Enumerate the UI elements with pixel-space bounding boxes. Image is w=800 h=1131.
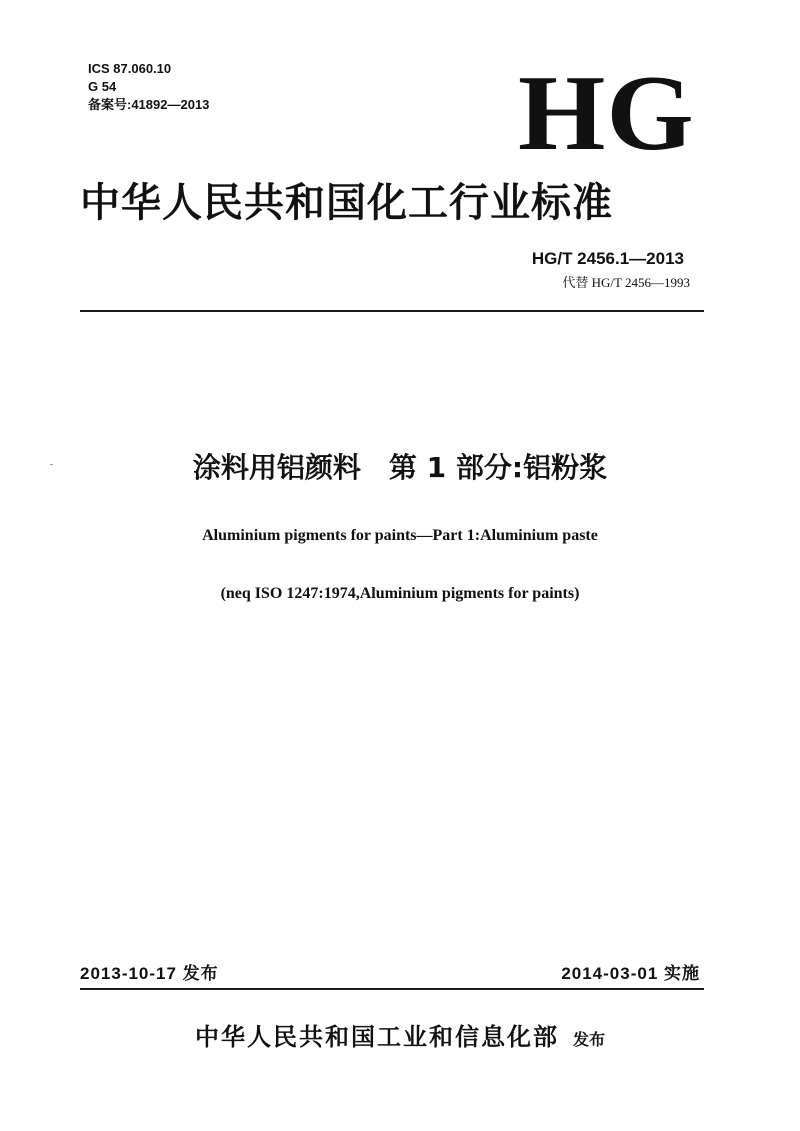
filing-number: 备案号:41892—2013 <box>88 97 210 112</box>
implementation-date: 2014-03-01 实施 <box>561 964 700 983</box>
issue-date: 2013-10-17 发布 <box>80 964 219 983</box>
iso-equivalence: (neq ISO 1247:1974,Aluminium pigments for paints) <box>220 585 580 602</box>
publisher-line <box>0 1020 800 1057</box>
publisher-suffix: 发布 <box>572 1030 605 1049</box>
standard-category-title: 中华人民共和国化工行业标准 <box>80 180 613 226</box>
standard-number: HG/T 2456.1—2013 <box>531 249 684 268</box>
document-title-english: Aluminium pigments for paints—Part 1:Aluminium paste <box>202 527 598 544</box>
publisher-name: 中华人民共和国工业和信息化部 <box>194 1023 559 1051</box>
hg-logo: HG <box>518 54 695 173</box>
ccs-code: G 54 <box>88 79 117 94</box>
footer-divider <box>80 988 704 990</box>
header-divider <box>80 310 704 312</box>
standard-meta-block <box>88 60 209 114</box>
document-title-chinese: 涂料用铝颜料 第 1 部分:铝粉浆 <box>192 451 608 484</box>
replaced-standard: 代替 HG/T 2456—1993 <box>562 275 690 290</box>
ics-code: ICS 87.060.10 <box>88 61 172 76</box>
